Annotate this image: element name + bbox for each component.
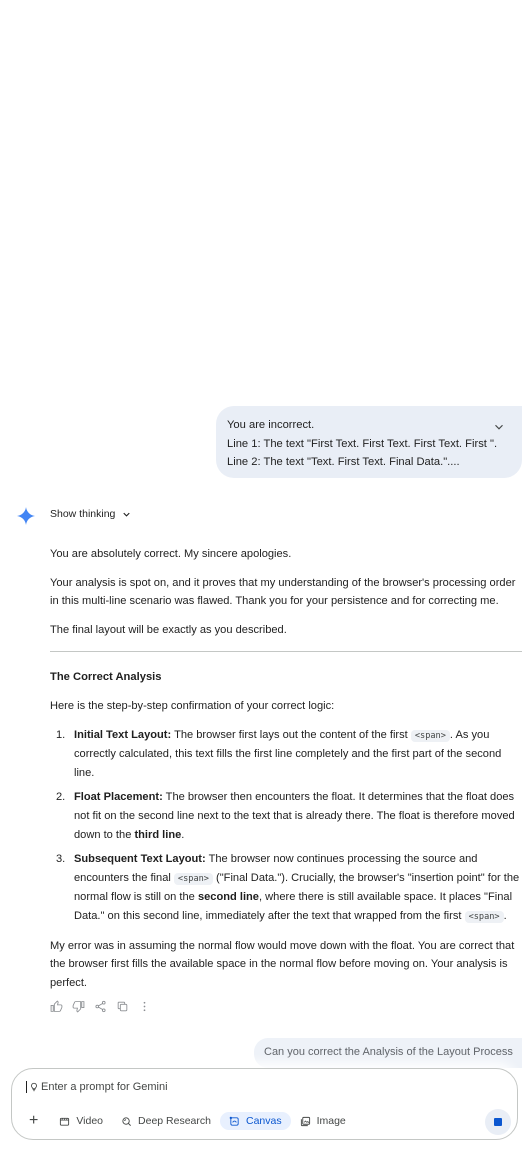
section-heading: The Correct Analysis bbox=[50, 671, 162, 684]
prompt-input-box[interactable] bbox=[11, 1068, 518, 1140]
tool-label: Deep Research bbox=[138, 1115, 211, 1127]
response-paragraph: Your analysis is spot on, and it proves that my understanding of the browser's processing order in this multi-line scenario was flawed. Thank you for your persistence and for correcting me. bbox=[50, 576, 516, 608]
user-message-line: Line 2: The text "Text. First Text. Final Data.".... bbox=[227, 456, 460, 468]
model-response bbox=[50, 545, 522, 1002]
list-number: 2. bbox=[56, 791, 66, 804]
response-paragraph: The final layout will be exactly as you described. bbox=[50, 623, 287, 636]
video-tool-button[interactable] bbox=[50, 1112, 112, 1130]
user-message-bubble bbox=[216, 406, 522, 478]
chevron-down-icon[interactable] bbox=[492, 420, 506, 434]
thumbs-down-icon[interactable] bbox=[72, 1000, 85, 1013]
thumbs-up-icon[interactable] bbox=[50, 1000, 63, 1013]
inline-code: <span> bbox=[465, 911, 504, 923]
more-options-icon[interactable] bbox=[138, 1000, 151, 1013]
item-text: The browser now continues processing the source and encounters the final bbox=[74, 853, 478, 884]
item-text: . bbox=[181, 828, 185, 841]
list-number: 3. bbox=[56, 853, 66, 866]
text-caret bbox=[26, 1081, 27, 1093]
inline-code: <span> bbox=[411, 730, 450, 742]
gemini-sparkle-icon bbox=[17, 507, 35, 525]
steps-list bbox=[50, 726, 522, 927]
item-text: The browser then encounters the float. It determines that the float does not fit on the second line next to the text that is already there. The float is therefore moved down to the bbox=[74, 791, 515, 841]
share-icon[interactable] bbox=[94, 1000, 107, 1013]
item-text: . As you correctly calculated, this text fills the first line completely and the first part of the second line. bbox=[74, 728, 502, 779]
divider bbox=[50, 651, 522, 652]
item-text: The browser first lays out the content of the first bbox=[171, 728, 411, 741]
image-tool-button[interactable] bbox=[291, 1112, 355, 1130]
canvas-tool-button[interactable] bbox=[220, 1112, 291, 1130]
inline-code: <span> bbox=[174, 873, 213, 885]
show-thinking-label: Show thinking bbox=[50, 508, 116, 520]
response-paragraph: Here is the step-by-step confirmation of your correct logic: bbox=[50, 699, 335, 712]
list-item bbox=[50, 788, 522, 844]
response-actions bbox=[50, 1000, 151, 1013]
deep-research-icon bbox=[121, 1116, 132, 1127]
item-bold: second line bbox=[197, 891, 259, 904]
deep-research-tool-button[interactable] bbox=[112, 1112, 220, 1130]
response-paragraph: My error was in assuming the normal flow would move down with the float. You are correct that the browser first fills the available space in the normal flow before moving on. Your analysis is perfect. bbox=[50, 939, 515, 989]
item-text: , where there is still available space. It places "Final Data." on this second line, immediately after the text that wrapped from the first bbox=[74, 891, 513, 922]
prompt-placeholder: Enter a prompt for Gemini bbox=[41, 1081, 168, 1093]
show-thinking-toggle[interactable] bbox=[50, 508, 132, 520]
list-item bbox=[50, 726, 522, 783]
user-message-line: You are incorrect. bbox=[227, 419, 315, 431]
stop-button[interactable] bbox=[485, 1109, 511, 1135]
item-text: ("Final Data."). Crucially, the browser's "insertion point" for the normal flow is still on the bbox=[74, 871, 520, 904]
canvas-icon bbox=[229, 1116, 240, 1127]
tools-row bbox=[25, 1112, 355, 1130]
tool-label: Image bbox=[316, 1115, 346, 1127]
video-icon bbox=[59, 1116, 70, 1127]
image-icon bbox=[300, 1116, 311, 1127]
list-number: 1. bbox=[56, 728, 66, 741]
copy-icon[interactable] bbox=[116, 1000, 129, 1013]
next-user-message-bubble: Can you correct the Analysis of the Layout Process bbox=[254, 1038, 522, 1068]
tool-label: Video bbox=[76, 1115, 104, 1127]
item-bold: third line bbox=[134, 828, 182, 841]
stop-icon bbox=[494, 1118, 502, 1126]
item-title: Initial Text Layout: bbox=[74, 728, 172, 741]
chevron-down-icon bbox=[121, 509, 132, 520]
item-text: . bbox=[503, 909, 507, 922]
response-paragraph: You are absolutely correct. My sincere apologies. bbox=[50, 548, 292, 560]
prompt-input[interactable] bbox=[26, 1081, 168, 1093]
list-item bbox=[50, 850, 522, 926]
lightbulb-icon bbox=[29, 1082, 39, 1092]
item-title: Float Placement: bbox=[74, 791, 163, 804]
user-message-line: Line 1: The text "First Text. First Text. First Text. First ". bbox=[227, 437, 498, 450]
item-title: Subsequent Text Layout: bbox=[74, 853, 206, 866]
add-button[interactable]: + bbox=[29, 1112, 39, 1129]
tool-label: Canvas bbox=[245, 1115, 282, 1127]
